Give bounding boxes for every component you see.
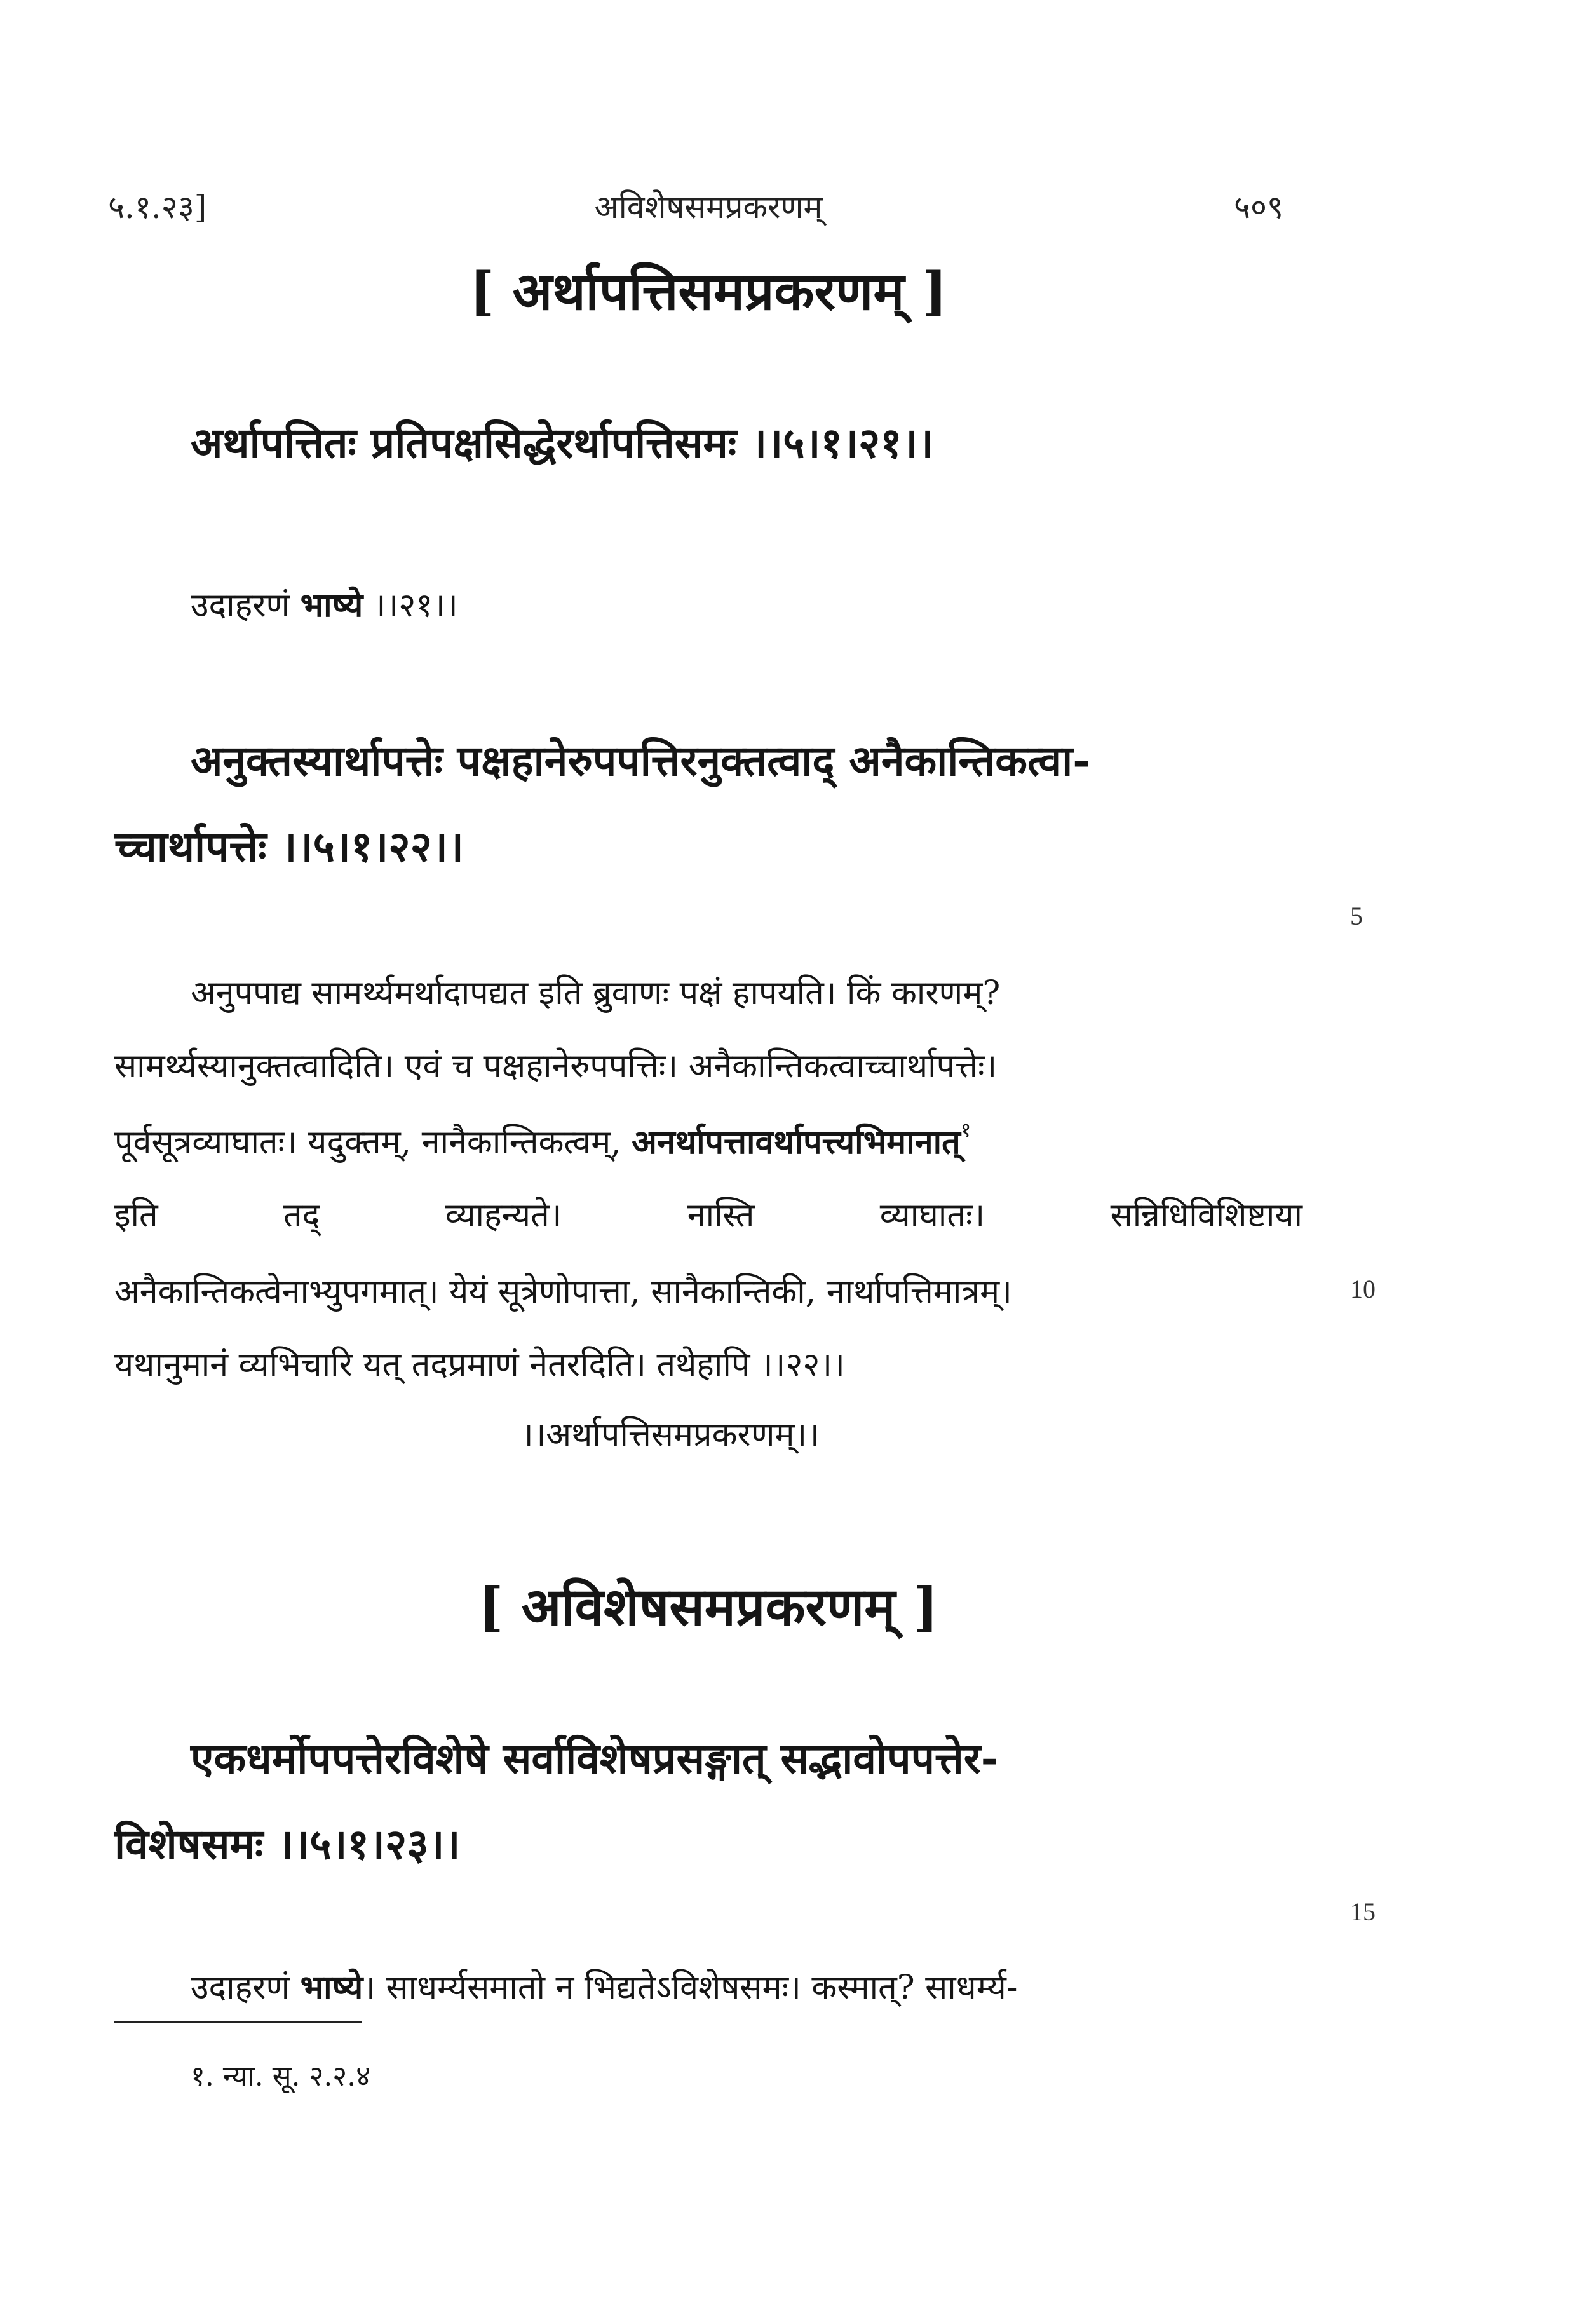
word: व्याघातः।: [879, 1197, 985, 1235]
commentary-line-6: यथानुमानं व्यभिचारि यत् तदप्रमाणं नेतरदिति। तथेहापि ।।२२।।: [114, 1346, 845, 1384]
udaharanam-line-21: [191, 581, 458, 627]
header-chapter-title: अविशेषसमप्रकरणम्: [594, 189, 823, 226]
word: इति: [114, 1197, 158, 1235]
footnote-marker: १: [960, 1118, 971, 1142]
word: सन्निधिविशिष्टाया: [1110, 1197, 1302, 1235]
header-verse-ref: ५.१.२३]: [108, 189, 207, 226]
commentary-line-1: अनुपपाद्य सामर्थ्यमर्थादापद्यत इति ब्रुवाणः पक्षं हापयति। किं कारणम्?: [191, 974, 1001, 1012]
line-number-5: 5: [1350, 902, 1363, 930]
commentary-line-4: [114, 1192, 1302, 1237]
commentary-line-3-text: पूर्वसूत्रव्याघातः। यदुक्तम्, नानैकान्तिकत्वम्,: [114, 1124, 621, 1162]
sutra-23-line-1: एकधर्मोपपत्तेरविशेषे सर्वाविशेषप्रसङ्गात् सद्भावोपपत्तेर-: [191, 1734, 999, 1783]
word: व्याहन्यते।: [445, 1197, 562, 1235]
bhashye-label: भाष्ये: [300, 1968, 363, 2007]
udaharanam-prefix: उदाहरणं: [191, 1969, 290, 2007]
udaharanam-rest: । साधर्म्यसमातो न भिद्यतेऽविशेषसमः। कस्मात्? साधर्म्य-: [363, 1969, 1018, 2007]
bhashye-label: भाष्ये: [300, 586, 363, 625]
commentary-line-3-bold-quote: अनर्थापत्तावर्थापत्त्यभिमानात्: [632, 1123, 961, 1162]
line-number-15: 15: [1350, 1898, 1376, 1926]
section-heading-arthapattisama: [ अर्थापत्तिसमप्रकरणम् ]: [470, 261, 947, 322]
udaharanam-prefix: उदाहरणं: [191, 587, 290, 625]
page-number: ५०९: [1234, 189, 1283, 226]
commentary-line-5: अनैकान्तिकत्वेनाभ्युपगमात्। येयं सूत्रेणोपात्ता, सानैकान्तिकी, नार्थापत्तिमात्रम्।: [114, 1273, 1012, 1311]
line-number-10: 10: [1350, 1275, 1376, 1303]
sutra-22-line-1: अनुक्तस्यार्थापत्तेः पक्षहानेरुपपत्तिरनुक्तत्वाद् अनैकान्तिकत्वा-: [191, 736, 1090, 785]
sutra-21: अर्थापत्तितः प्रतिपक्षसिद्धेरर्थापत्तिसमः ।।५।१।२१।।: [191, 418, 934, 468]
sutra-22-line-2: च्चार्थापत्तेः ।।५।१।२२।।: [114, 822, 464, 871]
section-closing-colophon: ।।अर्थापत्तिसमप्रकरणम्।।: [521, 1416, 820, 1454]
footnote-1: १. न्या. सू. २.२.४: [191, 2060, 371, 2093]
commentary-line-2: सामर्थ्यस्यानुक्तत्वादिति। एवं च पक्षहानेरुपपत्तिः। अनैकान्तिकत्वाच्चार्थापत्तेः।: [114, 1047, 998, 1085]
word: तद्: [283, 1197, 320, 1235]
udaharanam-line-23: [191, 1964, 1017, 2009]
section-heading-avisheshasama: [ अविशेषसमप्रकरणम् ]: [478, 1577, 938, 1638]
word: नास्ति: [687, 1197, 755, 1235]
running-header: [108, 184, 1309, 235]
footnote-divider: [114, 2021, 362, 2023]
verse-marker-21: ।।२१।।: [373, 587, 458, 625]
sutra-23-line-2: विशेषसमः ।।५।१।२३।।: [114, 1819, 461, 1869]
commentary-line-3: [114, 1118, 971, 1164]
